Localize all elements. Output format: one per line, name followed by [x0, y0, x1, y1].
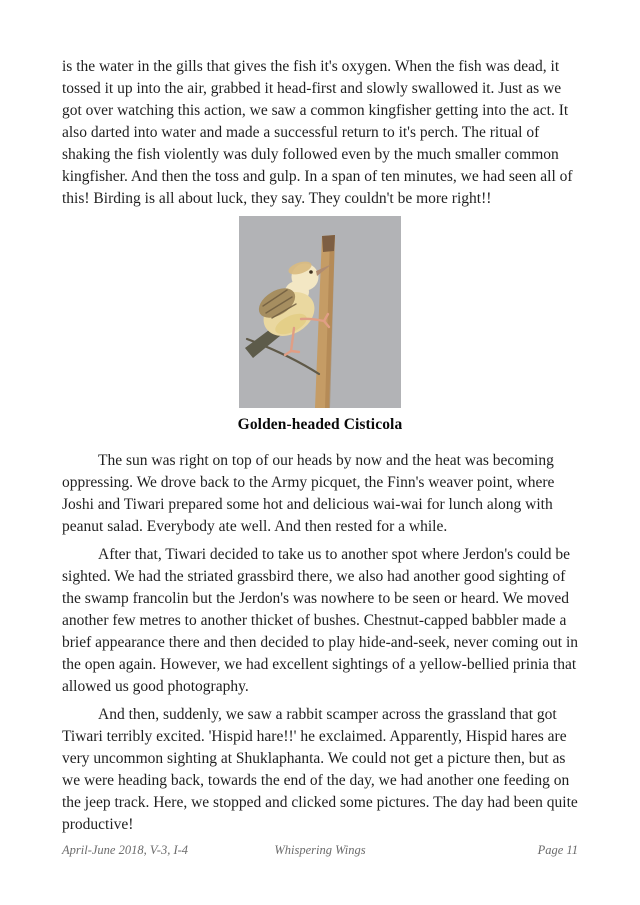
- footer-page-number: Page 11: [537, 843, 578, 857]
- bird-figure: [62, 216, 578, 434]
- bird-photo-illustration: [239, 216, 401, 408]
- body-paragraph-4: And then, suddenly, we saw a rabbit scamper across the grassland that got Tiwari terribly excited. 'Hispid hare!!' he exclaimed. Apparently, Hispid hares are very uncommon sighting at Shuklaphanta. We could not get a picture then, but as we were heading back, towards the end of the day, we had another one feeding on the jeep track. Here, we stopped and clicked some pictures. The day had been quite productive!: [62, 706, 578, 833]
- bird-photo: [239, 216, 401, 408]
- body-paragraph-3: After that, Tiwari decided to take us to another spot where Jerdon's could be sighted. We had the striated grassbird there, we also had another good sighting of the swamp francolin but the Jerdon's was nowhere to be seen or heard. We moved another few metres to another thicket of bushes. Chestnut-capped babbler made a brief appearance there and then decided to play hide-and-seek, never coming out in the open again. However, we had excellent sightings of a yellow-bellied prinia that allowed us good photography.: [62, 546, 579, 695]
- figure-caption: Golden-headed Cisticola: [237, 416, 403, 433]
- page-footer: [62, 843, 578, 858]
- footer-issue-info: April-June 2018, V-3, I-4: [62, 843, 189, 857]
- perch-stick-tip: [322, 235, 335, 252]
- bird-eye: [309, 270, 313, 274]
- footer-publication-title: Whispering Wings: [274, 843, 366, 857]
- body-paragraph-1: is the water in the gills that gives the fish it's oxygen. When the fish was dead, it tossed it up into the air, grabbed it head-first and slowly swallowed it. Just as we got over watching this action, we saw a common kingfisher getting into the act. It also darted into water and made a successful return to it's perch. The ritual of shaking the fish violently was duly followed even by the much smaller common kingfisher. And then the toss and gulp. In a span of ten minutes, we had seen all of this! Birding is all about luck, they say. They couldn't be more right!!: [62, 58, 573, 207]
- body-paragraph-2: The sun was right on top of our heads by now and the heat was becoming oppressing. We drove back to the Army picquet, the Finn's weaver point, where Joshi and Tiwari prepared some hot and delicious wai-wai for lunch along with peanut salad. Everybody ate well. And then rested for a while.: [62, 452, 555, 535]
